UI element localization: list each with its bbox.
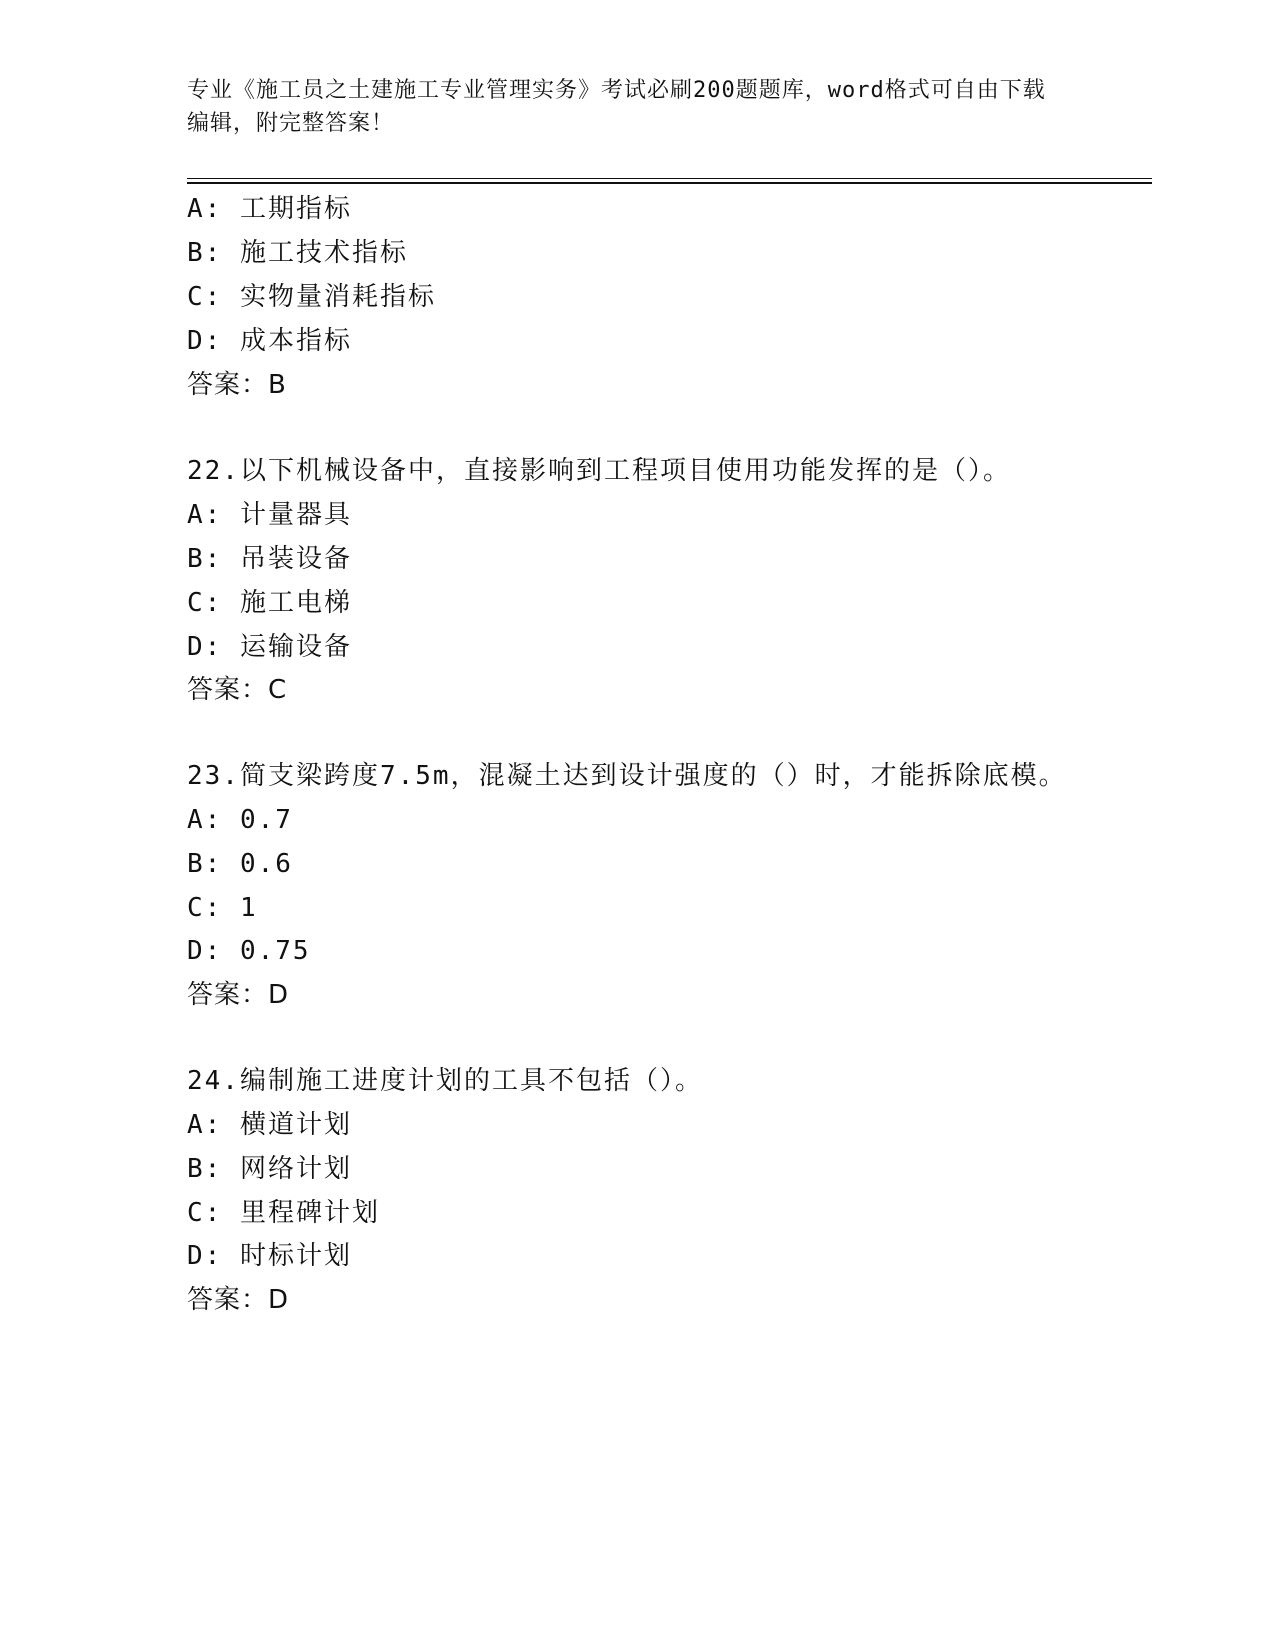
q22-option-d: D: 运输设备 (187, 632, 352, 662)
q22-option-a: A: 计量器具 (187, 500, 352, 530)
q24-option-b: B: 网络计划 (187, 1154, 352, 1184)
q23-option-b: B: 0.6 (187, 849, 293, 879)
header-divider-top (187, 178, 1152, 179)
q24-question: 24.编制施工进度计划的工具不包括（）。 (187, 1066, 703, 1096)
q22-question: 22.以下机械设备中，直接影响到工程项目使用功能发挥的是（）。 (187, 456, 1011, 486)
q24-option-a: A: 横道计划 (187, 1110, 352, 1140)
q22-option-c: C: 施工电梯 (187, 588, 352, 618)
q21-option-b: B: 施工技术指标 (187, 238, 408, 268)
q24-option-d: D: 时标计划 (187, 1241, 352, 1271)
header-divider-bottom (187, 182, 1152, 184)
q23-question: 23.简支梁跨度7.5m，混凝土达到设计强度的（）时，才能拆除底模。 (187, 761, 1067, 791)
q23-option-c: C: 1 (187, 893, 258, 923)
q21-option-a: A: 工期指标 (187, 194, 352, 224)
q21-option-c: C: 实物量消耗指标 (187, 282, 436, 312)
q21-option-d: D: 成本指标 (187, 326, 352, 356)
q21-answer: 答案：B (187, 370, 287, 400)
q23-answer: 答案：D (187, 980, 290, 1010)
q23-option-a: A: 0.7 (187, 805, 293, 835)
q22-answer: 答案：C (187, 675, 288, 705)
document-intro: 专业《施工员之土建施工专业管理实务》考试必刷200题题库，word格式可自由下载编辑，附完整答案！ (187, 78, 1046, 136)
q24-option-c: C: 里程碑计划 (187, 1198, 380, 1228)
q22-option-b: B: 吊装设备 (187, 544, 352, 574)
q24-answer: 答案：D (187, 1285, 290, 1315)
q23-option-d: D: 0.75 (187, 936, 311, 966)
